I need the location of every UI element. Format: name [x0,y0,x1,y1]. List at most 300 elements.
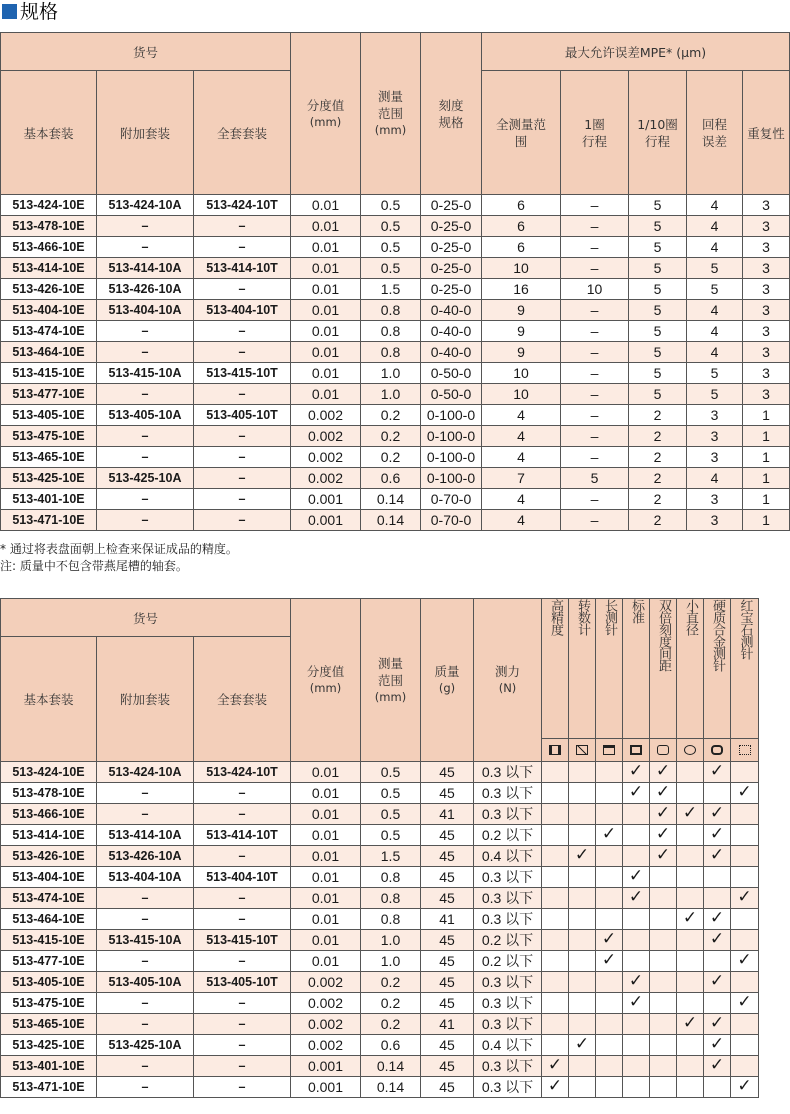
mass-cell: 45 [421,1077,474,1098]
feature-cell [596,867,623,888]
additional-set-cell: 513-425-10A [97,1035,194,1056]
mpe-repeat-cell: 1 [743,405,790,426]
feature-cell [596,1014,623,1035]
mpe-repeat-header: 重复性 [743,71,790,195]
table-row [1,426,790,447]
basic-set-cell: 513-401-10E [1,489,97,510]
range-cell: 0.14 [361,489,421,510]
mpe-full-range-cell: 9 [482,342,561,363]
dial-reading-cell: 0-40-0 [421,300,482,321]
additional-set-cell: – [97,1014,194,1035]
check-icon: ✓ [628,761,644,781]
feature-cell [677,825,704,846]
mpe-tenth-rev-header: 1/10圈行程 [629,71,687,195]
feature-cell [731,951,759,972]
check-icon: ✓ [655,761,671,781]
feature-cell [677,762,704,783]
feature-cell [704,825,731,846]
mpe-repeat-cell: 3 [743,216,790,237]
check-icon: ✓ [655,845,671,865]
range-cell: 0.5 [361,783,421,804]
footnotes [0,541,238,575]
full-set-cell: 513-414-10T [194,825,291,846]
basic-set-cell: 513-425-10E [1,468,97,489]
check-icon: ✓ [737,1076,752,1096]
mpe-one-rev-cell: – [561,447,629,468]
feature-cell [569,930,596,951]
spec-table-accuracy [0,32,790,531]
check-icon: ✓ [628,887,644,907]
basic-set-cell: 513-465-10E [1,1014,97,1035]
range-cell: 0.5 [361,216,421,237]
mpe-one-rev-cell: – [561,321,629,342]
table-row [1,888,759,909]
mpe-one-rev-header: 1圈行程 [561,71,629,195]
mpe-hysteresis-cell: 3 [687,489,743,510]
full-set-header: 全套套装 [194,71,291,195]
graduation-header: 分度值 (mm) [291,33,361,195]
basic-set-cell: 513-477-10E [1,951,97,972]
feature-cell [704,909,731,930]
mpe-one-rev-cell: – [561,363,629,384]
check-icon: ✓ [737,782,752,802]
feature-cell [731,867,759,888]
feature-cell [542,1035,569,1056]
graduation-cell: 0.01 [291,216,361,237]
feature-cell [677,951,704,972]
table-row [1,363,790,384]
basic-set-cell: 513-414-10E [1,258,97,279]
feature-cell [677,909,704,930]
basic-set-cell: 513-477-10E [1,384,97,405]
feature-cell [650,846,677,867]
basic-set-cell: 513-414-10E [1,825,97,846]
table-row [1,468,790,489]
basic-set-cell: 513-405-10E [1,972,97,993]
table-row [1,216,790,237]
range-cell: 0.2 [361,405,421,426]
range-cell: 0.2 [361,972,421,993]
feature-cell [623,846,650,867]
check-icon: ✓ [709,845,725,865]
feature-cell [623,1014,650,1035]
mpe-tenth-rev-cell: 5 [629,195,687,216]
feature-cell [596,846,623,867]
table-row [1,279,790,300]
mpe-full-range-cell: 6 [482,195,561,216]
mpe-full-range-cell: 4 [482,510,561,531]
additional-set-cell: 513-414-10A [97,825,194,846]
footnote-mass: 注: 质量中不包含带燕尾槽的轴套。 [0,559,188,573]
feature-cell [650,1014,677,1035]
feature-small-diameter-header: 小直径 [677,599,704,739]
additional-set-cell: 513-426-10A [97,279,194,300]
feature-cell [542,1077,569,1098]
mass-cell: 45 [421,1035,474,1056]
mass-cell: 45 [421,762,474,783]
range-cell: 0.8 [361,867,421,888]
table-row [1,1056,759,1077]
mpe-hysteresis-cell: 3 [687,405,743,426]
dial-reading-cell: 0-100-0 [421,405,482,426]
mpe-repeat-cell: 1 [743,489,790,510]
check-icon: ✓ [682,803,698,823]
mpe-tenth-rev-cell: 5 [629,237,687,258]
graduation-cell: 0.002 [291,993,361,1014]
additional-set-cell: – [97,447,194,468]
full-set-cell: – [194,468,291,489]
mpe-full-range-cell: 10 [482,363,561,384]
feature-cell [623,867,650,888]
range-cell: 0.8 [361,342,421,363]
force-cell: 0.4 以下 [474,1035,542,1056]
feature-cell [569,804,596,825]
feature-cell [677,1014,704,1035]
graduation-cell: 0.01 [291,867,361,888]
check-icon: ✓ [737,887,752,907]
full-set-cell: – [194,951,291,972]
mpe-hysteresis-cell: 4 [687,468,743,489]
basic-set-cell: 513-478-10E [1,783,97,804]
graduation-cell: 0.002 [291,972,361,993]
check-icon: ✓ [601,950,617,970]
table-row [1,993,759,1014]
feature-cell [677,783,704,804]
mpe-tenth-rev-cell: 5 [629,279,687,300]
feature-cell [596,762,623,783]
table-row [1,1077,759,1098]
table-row [1,300,790,321]
additional-set-cell: – [97,510,194,531]
mpe-hysteresis-cell: 4 [687,216,743,237]
full-set-cell: 513-415-10T [194,363,291,384]
feature-cell [677,972,704,993]
feature-cell [623,972,650,993]
mass-cell: 41 [421,804,474,825]
feature-cell [704,783,731,804]
feature-cell [596,825,623,846]
mpe-full-range-cell: 4 [482,405,561,426]
mass-cell: 41 [421,1014,474,1035]
mpe-one-rev-cell: – [561,237,629,258]
feature-cell [596,909,623,930]
basic-set-cell: 513-405-10E [1,405,97,426]
feature-cell [623,1035,650,1056]
basic-set-header-2: 基本套装 [1,637,97,762]
dial-reading-cell: 0-50-0 [421,363,482,384]
mpe-full-range-cell: 10 [482,258,561,279]
additional-set-cell: – [97,783,194,804]
feature-cell [569,1035,596,1056]
force-cell: 0.3 以下 [474,1056,542,1077]
feature-cell [650,1056,677,1077]
range-cell: 0.2 [361,426,421,447]
table-row [1,951,759,972]
range-cell: 0.6 [361,468,421,489]
table-row [1,237,790,258]
additional-set-cell: – [97,951,194,972]
full-set-cell: – [194,846,291,867]
table-row [1,489,790,510]
additional-set-cell: 513-424-10A [97,195,194,216]
mpe-hysteresis-cell: 3 [687,510,743,531]
additional-set-cell: – [97,321,194,342]
mpe-hysteresis-cell: 5 [687,258,743,279]
check-icon: ✓ [709,1034,725,1054]
table-row [1,384,790,405]
range-cell: 1.0 [361,384,421,405]
mpe-repeat-cell: 1 [743,426,790,447]
additional-set-cell: 513-404-10A [97,867,194,888]
mpe-header: 最大允许误差MPE* (µm) [482,33,790,71]
force-cell: 0.3 以下 [474,909,542,930]
table-row [1,972,759,993]
full-set-cell: – [194,510,291,531]
feature-cell [731,804,759,825]
feature-cell [569,846,596,867]
full-set-cell: – [194,804,291,825]
additional-set-cell: – [97,384,194,405]
feature-double-scale-header: 双倍刻度间距 [650,599,677,739]
additional-set-cell: 513-414-10A [97,258,194,279]
mpe-repeat-cell: 3 [743,237,790,258]
feature-cell [650,804,677,825]
full-set-header-2: 全套套装 [194,637,291,762]
feature-cell [623,909,650,930]
mpe-full-range-cell: 4 [482,447,561,468]
force-cell: 0.4 以下 [474,846,542,867]
table-row [1,321,790,342]
feature-cell [704,1056,731,1077]
feature-cell [677,888,704,909]
mpe-repeat-cell: 3 [743,384,790,405]
additional-set-cell: 513-415-10A [97,930,194,951]
mpe-tenth-rev-cell: 5 [629,342,687,363]
dial-reading-cell: 0-40-0 [421,321,482,342]
feature-cell [542,1014,569,1035]
small-diameter-icon [677,739,704,762]
feature-cell [650,783,677,804]
mpe-full-range-cell: 9 [482,321,561,342]
spec-table-features [0,598,759,1098]
full-set-cell: – [194,1077,291,1098]
standard-icon [623,739,650,762]
mpe-repeat-cell: 3 [743,279,790,300]
feature-cell [623,993,650,1014]
check-icon: ✓ [547,1076,563,1096]
additional-set-cell: 513-405-10A [97,405,194,426]
feature-cell [704,888,731,909]
mpe-hysteresis-cell: 4 [687,300,743,321]
range-cell: 0.14 [361,1056,421,1077]
feature-cell [650,993,677,1014]
dial-reading-cell: 0-50-0 [421,384,482,405]
feature-standard-header: 标准 [623,599,650,739]
check-icon: ✓ [628,992,644,1012]
mpe-one-rev-cell: – [561,426,629,447]
graduation-cell: 0.01 [291,846,361,867]
feature-cell [542,762,569,783]
table-row [1,867,759,888]
force-header: 测力 (N) [474,599,542,762]
feature-cell [731,762,759,783]
additional-set-cell: – [97,489,194,510]
feature-cell [731,783,759,804]
range-cell: 0.8 [361,300,421,321]
mpe-repeat-cell: 3 [743,258,790,279]
feature-cell [677,1077,704,1098]
range-cell: 0.5 [361,804,421,825]
mpe-tenth-rev-cell: 2 [629,489,687,510]
range-cell: 0.14 [361,1077,421,1098]
additional-set-cell: 513-415-10A [97,363,194,384]
range-header: 测量范围 (mm) [361,33,421,195]
feature-cell [569,825,596,846]
basic-set-cell: 513-475-10E [1,426,97,447]
basic-set-cell: 513-474-10E [1,321,97,342]
feature-cell [569,1014,596,1035]
carbide-stylus-icon [704,739,731,762]
feature-cell [542,888,569,909]
dial-reading-cell: 0-25-0 [421,237,482,258]
graduation-cell: 0.01 [291,300,361,321]
check-icon: ✓ [709,908,725,928]
mpe-tenth-rev-cell: 2 [629,447,687,468]
graduation-cell: 0.01 [291,342,361,363]
additional-set-cell: 513-405-10A [97,972,194,993]
feature-cell [731,909,759,930]
mpe-full-range-cell: 10 [482,384,561,405]
mass-cell: 45 [421,888,474,909]
table-row [1,342,790,363]
mpe-repeat-cell: 3 [743,363,790,384]
table-row [1,825,759,846]
feature-cell [623,1056,650,1077]
feature-cell [596,783,623,804]
force-cell: 0.3 以下 [474,867,542,888]
feature-cell [677,930,704,951]
footnote-accuracy: * 通过将表盘面朝上检查来保证成品的精度。 [0,542,238,556]
table-row [1,762,759,783]
additional-set-cell: 513-425-10A [97,468,194,489]
full-set-cell: – [194,384,291,405]
mpe-full-range-cell: 6 [482,237,561,258]
check-icon: ✓ [737,992,752,1012]
graduation-cell: 0.01 [291,321,361,342]
mpe-full-range-header: 全测量范围 [482,71,561,195]
double-scale-icon [650,739,677,762]
feature-cell [569,951,596,972]
basic-set-cell: 513-425-10E [1,1035,97,1056]
mass-cell: 41 [421,909,474,930]
feature-cell [569,972,596,993]
basic-set-cell: 513-415-10E [1,363,97,384]
check-icon: ✓ [601,824,617,844]
table-row [1,846,759,867]
feature-cell [650,930,677,951]
check-icon: ✓ [601,929,617,949]
mpe-hysteresis-cell: 3 [687,426,743,447]
basic-set-cell: 513-426-10E [1,846,97,867]
range-cell: 0.5 [361,258,421,279]
feature-cell [542,972,569,993]
feature-cell [704,804,731,825]
mpe-repeat-cell: 1 [743,468,790,489]
feature-cell [623,762,650,783]
mpe-repeat-cell: 3 [743,321,790,342]
feature-cell [596,930,623,951]
mass-header: 质量 (g) [421,599,474,762]
mpe-repeat-cell: 3 [743,195,790,216]
feature-cell [542,825,569,846]
high-precision-icon [542,739,569,762]
feature-cell [623,783,650,804]
basic-set-cell: 513-424-10E [1,762,97,783]
mpe-one-rev-cell: – [561,216,629,237]
graduation-cell: 0.01 [291,279,361,300]
table-row [1,258,790,279]
feature-cell [569,867,596,888]
check-icon: ✓ [655,824,671,844]
basic-set-cell: 513-474-10E [1,888,97,909]
graduation-cell: 0.01 [291,804,361,825]
force-cell: 0.3 以下 [474,888,542,909]
feature-cell [623,951,650,972]
mass-cell: 45 [421,846,474,867]
feature-cell [569,888,596,909]
ruby-stylus-icon [731,739,759,762]
feature-cell [596,951,623,972]
dial-reading-header: 刻度规格 [421,33,482,195]
graduation-cell: 0.001 [291,1077,361,1098]
additional-set-cell: 513-426-10A [97,846,194,867]
range-cell: 0.5 [361,762,421,783]
mpe-tenth-rev-cell: 5 [629,216,687,237]
full-set-cell: – [194,1014,291,1035]
full-set-cell: – [194,426,291,447]
full-set-cell: 513-414-10T [194,258,291,279]
basic-set-cell: 513-404-10E [1,867,97,888]
additional-set-cell: – [97,1077,194,1098]
mass-cell: 45 [421,825,474,846]
feature-cell [704,1077,731,1098]
feature-cell [596,888,623,909]
mpe-tenth-rev-cell: 5 [629,363,687,384]
feature-cell [650,909,677,930]
mpe-tenth-rev-cell: 2 [629,468,687,489]
basic-set-cell: 513-471-10E [1,510,97,531]
range-cell: 1.0 [361,930,421,951]
mpe-hysteresis-cell: 5 [687,363,743,384]
force-cell: 0.2 以下 [474,930,542,951]
mass-cell: 45 [421,993,474,1014]
range-cell: 0.8 [361,888,421,909]
mpe-one-rev-cell: – [561,510,629,531]
basic-set-cell: 513-464-10E [1,342,97,363]
dial-reading-cell: 0-25-0 [421,279,482,300]
graduation-cell: 0.01 [291,258,361,279]
feature-cell [677,1056,704,1077]
mpe-repeat-cell: 1 [743,447,790,468]
mpe-one-rev-cell: – [561,405,629,426]
feature-cell [731,1077,759,1098]
range-cell: 1.0 [361,951,421,972]
additional-set-cell: – [97,804,194,825]
full-set-cell: – [194,1035,291,1056]
basic-set-cell: 513-466-10E [1,804,97,825]
feature-cell [731,993,759,1014]
feature-cell [677,993,704,1014]
